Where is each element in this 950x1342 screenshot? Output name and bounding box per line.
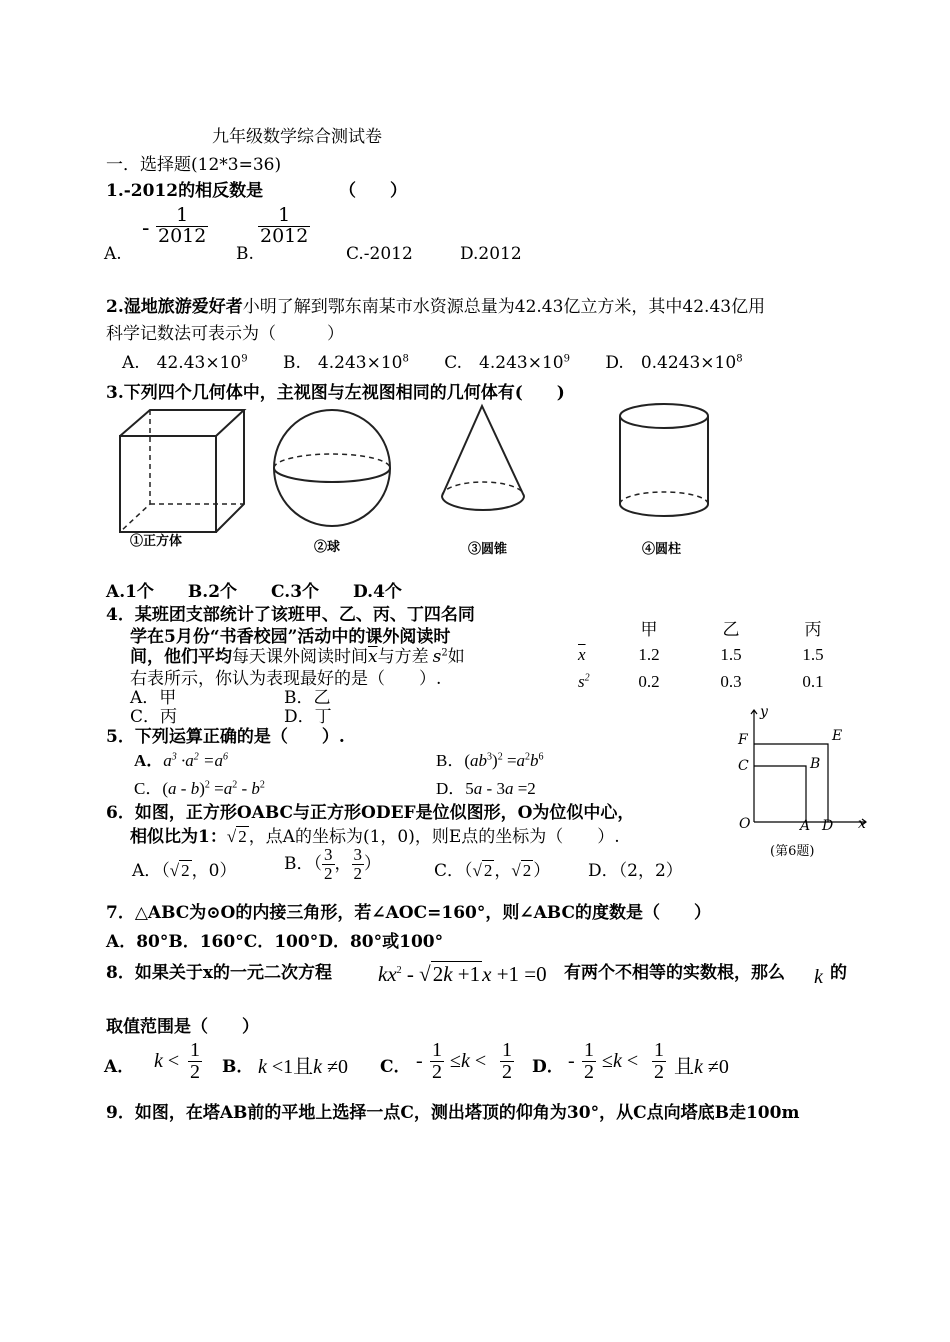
q6-line2: 相似比为1：√ 2 ，点A的坐标为(1，0)，则E点的坐标为（ ）. <box>130 827 620 847</box>
q8-a-formula: k < <box>154 1050 180 1072</box>
q8-line2: 取值范围是（ ） <box>106 1017 259 1037</box>
q1-option-a-fraction <box>156 206 208 247</box>
q1-a-denominator: 2012 <box>158 224 207 247</box>
q4-option-a: A．甲 <box>130 688 177 708</box>
cone-figure <box>442 406 524 510</box>
q1-stem <box>106 176 407 201</box>
q8-after: 有两个不相等的实数根，那么 <box>564 963 785 983</box>
q6-figure-caption: (第6题) <box>770 844 815 859</box>
q6-ratio-sqrt: 2 <box>238 827 247 846</box>
q4-line3-b: 与方差 <box>377 647 429 667</box>
table-header: 甲 <box>640 620 658 639</box>
q6-line2-rest: ，点A的坐标为(1，0)，则E点的坐标为（ ）. <box>248 827 620 847</box>
q6-b-frac-1 <box>322 846 335 883</box>
q8-b-and: 且 <box>293 1056 314 1078</box>
q5-option-c <box>134 774 265 799</box>
q9-stem: 9．如图，在塔AB前的平地上选择一点C，测出塔顶的仰角为30°，从C点向塔底B走100m <box>106 1103 800 1123</box>
fig-label-e: E <box>832 728 843 744</box>
table-corner <box>578 614 608 641</box>
q4-stats-table <box>578 614 854 695</box>
table-row-label <box>578 668 608 695</box>
q6-line1: 6．如图，正方形OABC与正方形ODEF是位似图形，O为位似中心， <box>106 803 635 823</box>
q8-d-frac-2: $\frac{1}{2}$ <box>654 1039 664 1083</box>
q2-line2: 科学记数法可表示为（ ） <box>106 324 344 344</box>
q1-blank: （ ） <box>339 181 408 201</box>
q3-solids-figure <box>108 400 748 560</box>
shape-label-cylinder: ④圆柱 <box>642 541 682 556</box>
q6-c-sqrt-2: 2 <box>522 861 532 880</box>
q2-d-text: D. 0.4243×10 <box>605 353 737 373</box>
q6-figure <box>730 702 880 862</box>
q1-stem-text: 1.-2012的相反数是 <box>106 181 264 201</box>
fig-label-d: D <box>822 818 834 834</box>
table-row <box>578 614 854 641</box>
fig-label-c: C <box>738 758 749 774</box>
q6-ratio-text: 相似比为1： <box>130 827 227 847</box>
q5-d-label: D． <box>436 779 466 798</box>
q6-b-frac-2 <box>352 846 365 883</box>
table-row <box>578 668 854 695</box>
q6-a-sqrt: 2 <box>181 861 190 880</box>
q5-c-label: C． <box>134 779 163 798</box>
frac-den: 2 <box>324 863 333 883</box>
q4-s: s <box>432 647 442 667</box>
q1-option-d: D.2012 <box>460 244 522 264</box>
q8-d-minus: - <box>568 1050 575 1072</box>
q8-stem: 8．如果关于x的一元二次方程 <box>106 963 332 983</box>
table-header: 乙 <box>722 620 740 639</box>
row2-exp: 2 <box>584 671 590 683</box>
q8-equation: $kx^2 - √2k +1x +1 =0$ <box>378 962 547 986</box>
shape-label-cone: ③圆锥 <box>468 541 508 556</box>
q2-b-text: B. 4.243×10 <box>283 353 403 373</box>
fig-label-y: y <box>760 704 768 720</box>
table-row <box>578 641 854 668</box>
q1-option-b-fraction <box>258 206 310 247</box>
q2-option-d <box>605 353 742 373</box>
q6-option-d: D．（2，2） <box>588 861 683 881</box>
q4-line3-a: 每天课外阅读时间 <box>232 647 368 667</box>
cylinder-figure <box>620 404 708 516</box>
q2-c-text: C. 4.243×10 <box>444 353 564 373</box>
q6-b-close: ） <box>364 853 381 874</box>
q2-option-b <box>283 353 409 373</box>
q6-a-close: ，0） <box>191 861 237 881</box>
q4-line3-bold: 间，他们平均 <box>130 647 232 667</box>
q5-a-formula: $a^3 \cdot a^2 =a^6$ <box>163 751 229 770</box>
q1-option-c: C.-2012 <box>346 244 413 264</box>
row2-s: s <box>578 671 585 691</box>
fig-label-f: F <box>738 732 748 748</box>
sphere-figure <box>274 410 390 526</box>
table-cell: 0.3 <box>720 671 742 691</box>
q4-line2: 学在5月份“书香校园”活动中的课外阅读时 <box>130 627 451 647</box>
table-row-label: $\overline{x}$ <box>578 644 586 664</box>
q8-c-mid: ≤k < <box>450 1050 487 1072</box>
q8-d-label: D． <box>532 1057 564 1077</box>
q1-b-denominator: 2012 <box>260 224 309 247</box>
q7-stem: 7．△ABC为⊙O的内接三角形，若∠AOC=160°，则∠ABC的度数是（ ） <box>106 903 712 923</box>
fig-label-a: A <box>800 818 811 834</box>
q6-option-c: C．（√ 2 ，√ 2 ） <box>434 861 551 881</box>
q6-c-sqrt-1: 2 <box>483 861 493 880</box>
frac-num: 3 <box>324 845 333 864</box>
q5-d-formula: 5a - 3a =2 <box>465 779 536 798</box>
q8-c-minus: - <box>416 1050 423 1072</box>
q6-b-open: B．（ <box>284 853 322 874</box>
q4-xbar: $\overline{x}$ <box>368 647 378 667</box>
q3-options: A.1个 B.2个 C.3个 D.4个 <box>106 582 402 602</box>
q2-stem <box>106 292 765 317</box>
q6-a-open: A．（ <box>132 861 170 881</box>
q2-a-exp: 9 <box>241 353 248 365</box>
q1-b-numerator: 1 <box>258 206 310 227</box>
q2-d-exp: 8 <box>736 353 743 365</box>
q1-a-numerator: 1 <box>156 206 208 227</box>
q2-options <box>122 348 743 373</box>
q1-option-a-label: A. <box>104 244 122 264</box>
q8-a-label: A． <box>104 1057 135 1077</box>
frac-den: 2 <box>353 863 362 883</box>
q2-c-exp: 9 <box>563 353 570 365</box>
q5-c-formula: $(a - b)^2 =a^2 - b^2$ <box>162 779 265 798</box>
q6-c-close: ） <box>533 861 551 881</box>
q4-s-exp: 2 <box>441 647 448 659</box>
q2-option-a <box>122 353 248 373</box>
q8-d-tail: 且k ≠0 <box>674 1056 729 1078</box>
q8-c-label: C． <box>380 1057 411 1077</box>
q4-option-c: C．丙 <box>130 707 178 727</box>
q1-option-b-label: B. <box>236 244 254 264</box>
q5-b-formula: $(ab^3)^2 =a^2b^6$ <box>464 751 544 770</box>
q1-option-a-sign: - <box>142 216 150 241</box>
q6-option-b: B．（ $\frac{3}{2}$ ， $\frac{3}{2}$ ） <box>284 845 381 883</box>
shape-label-cube: ①正方体 <box>130 533 183 548</box>
table-header: 丙 <box>804 620 822 639</box>
q5-option-d <box>436 774 536 799</box>
q5-option-b <box>436 746 544 771</box>
q2-stem-rest: 小明了解到鄂东南某市水资源总量为42.43亿立方米，其中42.43亿用 <box>242 297 766 317</box>
q8-a-frac: $\frac{1}{2}$ <box>190 1039 200 1083</box>
page-title: 九年级数学综合测试卷 <box>212 127 382 147</box>
table-cell: 1.5 <box>802 644 824 664</box>
shape-label-sphere: ②球 <box>314 539 341 554</box>
q2-a-text: A. 42.43×10 <box>122 353 242 373</box>
q8-b-label: B． <box>222 1057 254 1077</box>
q4-option-d: D．丁 <box>284 707 332 727</box>
q8-c-frac-2: $\frac{1}{2}$ <box>502 1039 512 1083</box>
fig-label-b: B <box>810 756 821 772</box>
q8-k: k <box>814 966 823 988</box>
q2-option-c <box>444 353 570 373</box>
q2-b-exp: 8 <box>402 353 409 365</box>
table-cell: 0.2 <box>638 671 660 691</box>
q5-b-label: B． <box>436 751 465 770</box>
q5-a-label: A． <box>134 751 164 770</box>
fig-label-o: O <box>739 816 751 832</box>
q4-line4: 右表所示，你认为表现最好的是（ ）. <box>130 669 442 689</box>
q5-option-a <box>134 746 228 771</box>
table-cell: 1.2 <box>638 644 660 664</box>
table-cell: 0.1 <box>802 671 824 691</box>
q8-end: 的 <box>830 963 847 983</box>
q4-line3-end: 如 <box>447 647 465 667</box>
cube-figure <box>120 410 244 532</box>
q8-d-mid: ≤k < <box>602 1050 639 1072</box>
q6-c-open: C．（ <box>434 861 473 881</box>
q5-stem: 5．下列运算正确的是（ ）. <box>106 727 345 747</box>
section-heading: 一．选择题(12*3=36) <box>106 155 282 175</box>
frac-num: 3 <box>353 845 362 864</box>
q2-stem-bold: 2.湿地旅游爱好者 <box>106 297 243 317</box>
q6-option-a: A．（√ 2 ，0） <box>132 861 237 881</box>
q7-options: A．80°B．160°C．100°D．80°或100° <box>106 932 444 952</box>
q4-option-b: B．乙 <box>284 688 331 708</box>
q8-d-and: 且 <box>674 1056 694 1078</box>
q8-d-frac-1: $\frac{1}{2}$ <box>584 1039 594 1083</box>
q8-b-formula: k <1且k ≠0 <box>258 1056 349 1078</box>
q8-c-frac-1: $\frac{1}{2}$ <box>432 1039 442 1083</box>
q3-stem: 3.下列四个几何体中，主视图与左视图相同的几何体有( ) <box>106 383 565 403</box>
q4-line1: 4．某班团支部统计了该班甲、乙、丙、丁四名同 <box>106 605 475 625</box>
table-cell: 1.5 <box>720 644 742 664</box>
fig-label-x: x <box>858 816 866 832</box>
